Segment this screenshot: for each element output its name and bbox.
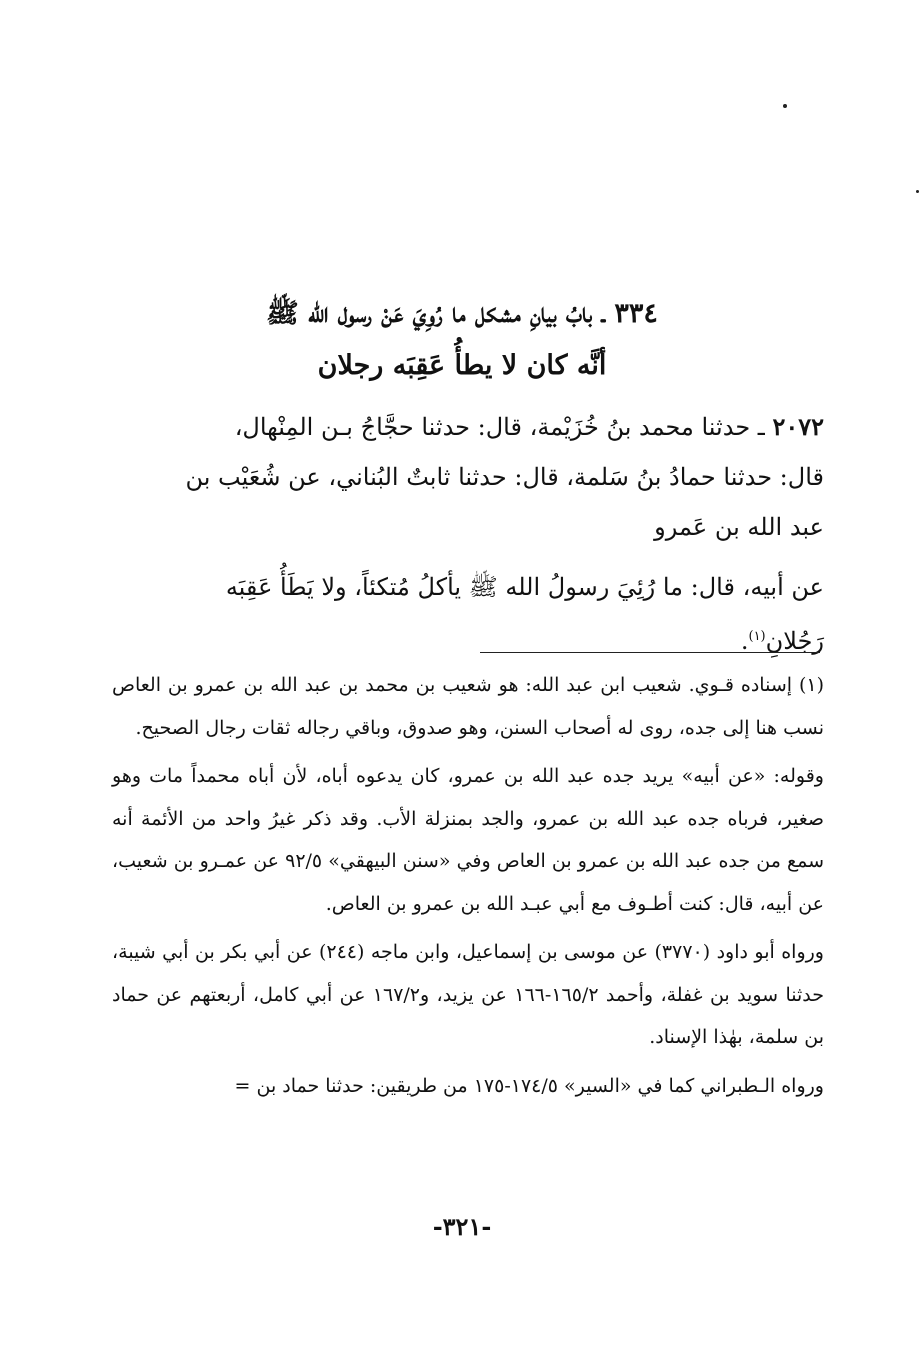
ink-speck [916,190,919,193]
footnote-paragraph-4: ورواه الـطبراني كما في «السير» ١٧٤/٥-١٧٥ من طريقين: حدثنا حماد بن = [234,1074,824,1097]
hadith-line-3: عبد الله بن عَمرو [654,513,824,541]
hadith-line-2: قال: حدثنا حمادُ بنُ سَلمة، قال: حدثنا ثابتٌ البُناني، عن شُعَيْب بن [185,463,824,491]
chapter-title-line-2: أنَّه كان لا يطأُ عَقِبَه رجلان [317,350,607,381]
footnotes [112,664,824,1113]
chapter-title-line-1: ٣٣٤ ـ بابُ بيانِ مشكل ما رُوِيَ عَنْ رسول الله ﷺ [266,298,658,329]
footnote-divider [480,652,820,653]
footnote-paragraph-1: (١) إسناده قـوي. شعيب ابن عبد الله: هو شعيب بن محمد بن عبد الله بن عمرو بن العاص نسب هنا إلى جده، روى له أصحاب السنن، وهو صدوق، وباقي رجاله ثقات رجال الصحيح. [112,674,824,739]
hadith-number: ٢٠٧٢ [772,412,824,441]
page-number: -٣٢١- [432,1212,492,1241]
hadith-line [112,402,824,452]
footnote-marker: (١) [748,629,766,644]
hadith-line-5-end: . [740,627,749,655]
hadith-text [112,402,824,666]
footnote-paragraph-3: ورواه أبو داود (٣٧٧٠) عن موسى بن إسماعيل، وابن ماجه (٢٤٤) عن أبي بكر بن أبي شيبة، حدثنا سويد بن غفلة، وأحمد ١٦٥/٢-١٦٦ عن يزيد، و١٦٧/٢ عن أبي كامل، أربعتهم عن حماد بن سلمة، بهٰذا الإسناد. [112,941,824,1048]
hadith-line-5: رَجُلانِ [765,627,824,655]
hadith-line-4: عن أبيه، قال: ما رُئِيَ رسولُ الله ﷺ يأكلُ مُتكئاً، ولا يَطَأُ عَقِبَه [225,573,824,601]
hadith-line-1: ـ حدثنا محمد بنُ خُزَيْمة، قال: حدثنا حجَّاجُ بـن المِنْهال، [234,413,773,441]
chapter-title [120,288,804,392]
footnote-paragraph-2: وقوله: «عن أبيه» يريد جده عبد الله بن عمرو، كان يدعوه أباه، لأن أباه محمداً مات وهو صغير، فرباه جده عبد الله بن عمرو، والجد بمنزلة الأب. وقد ذكر غيرُ واحد من الأئمة أنه سمع من جده عبد الله بن عمرو بن العاص وفي «سنن البيهقي» ٩٢/٥ عن عمـرو بن شعيب، عن أبيه، قال: كنت أطـوف مع أبي عبـد الله بن عمرو بن العاص. [112,765,824,915]
ink-speck [783,104,787,108]
hadith-line [112,612,824,666]
